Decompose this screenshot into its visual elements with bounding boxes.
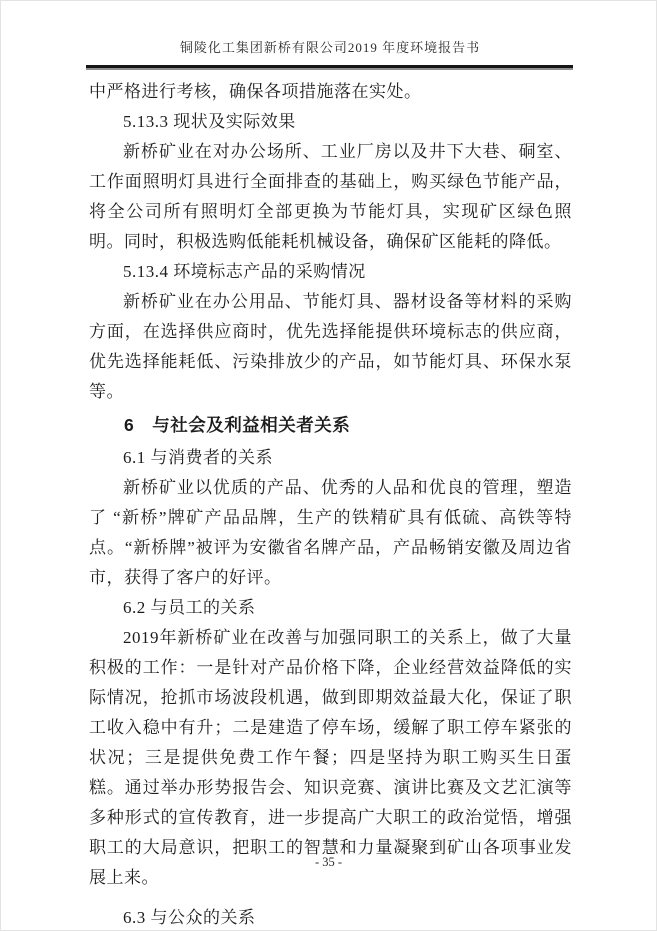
paragraph-energy-lighting: 新桥矿业在对办公场所、工业厂房以及井下大巷、硐室、工作面照明灯具进行全面排查的基础上，购买绿色节能产品，将全公司所有照明灯全部更换为节能灯具，实现矿区绿色照明。同时，积极选购低能耗机械设备，确保矿区能耗的降低。 [89,142,572,251]
chapter-heading-6: 6 与社会及利益相关者关系 [124,415,351,435]
header-rule [86,65,573,70]
section-heading-6-3: 6.3 与公众的关系 [123,908,256,927]
paragraph-consumer-relations: 新桥矿业以优质的产品、优秀的人品和优良的管理，塑造了 “新桥”牌矿产品品牌，生产的铁精矿具有低硫、高铁等特点。“新桥牌”被评为安徽省名牌产品，产品畅销安徽及周边省市，获得了客户的好评。 [89,478,572,587]
section-heading-5-13-3: 5.13.3 现状及实际效果 [123,112,296,131]
section-heading-6-1: 6.1 与消费者的关系 [123,448,273,467]
body-continuation-text: 中严格进行考核，确保各项措施落在实处。 [89,82,422,101]
document-body [89,77,572,931]
paragraph-employee-relations: 2019年新桥矿业在改善与加强同职工的关系上，做了大量积极的工作：一是针对产品价格下降，企业经营效益降低的实际情况，抢抓市场波段机遇，做到即期效益最大化，保证了职工收入稳中有升；二是建造了停车场，缓解了职工停车紧张的状况；三是提供免费工作午餐；四是坚持为职工购买生日蛋糕。通过举办形势报告会、知识竞赛、演讲比赛及文艺汇演等多种形式的宣传教育，进一步提高广大职工的政治觉悟，增强职工的大局意识，把职工的智慧和力量凝聚到矿山各项事业发展上来。 [89,628,572,887]
section-heading-6-2: 6.2 与员工的关系 [123,598,256,617]
section-heading-5-13-4: 5.13.4 环境标志产品的采购情况 [123,262,366,281]
running-header-title: 铜陵化工集团新桥有限公司2019 年度环境报告书 [179,40,481,55]
paragraph-eco-label-procurement: 新桥矿业在办公用品、节能灯具、器材设备等材料的采购方面，在选择供应商时，优先选择能提供环境标志的供应商，优先选择能耗低、污染排放少的产品，如节能灯具、环保水泵等。 [89,292,572,401]
page-number: - 35 - [314,855,343,869]
